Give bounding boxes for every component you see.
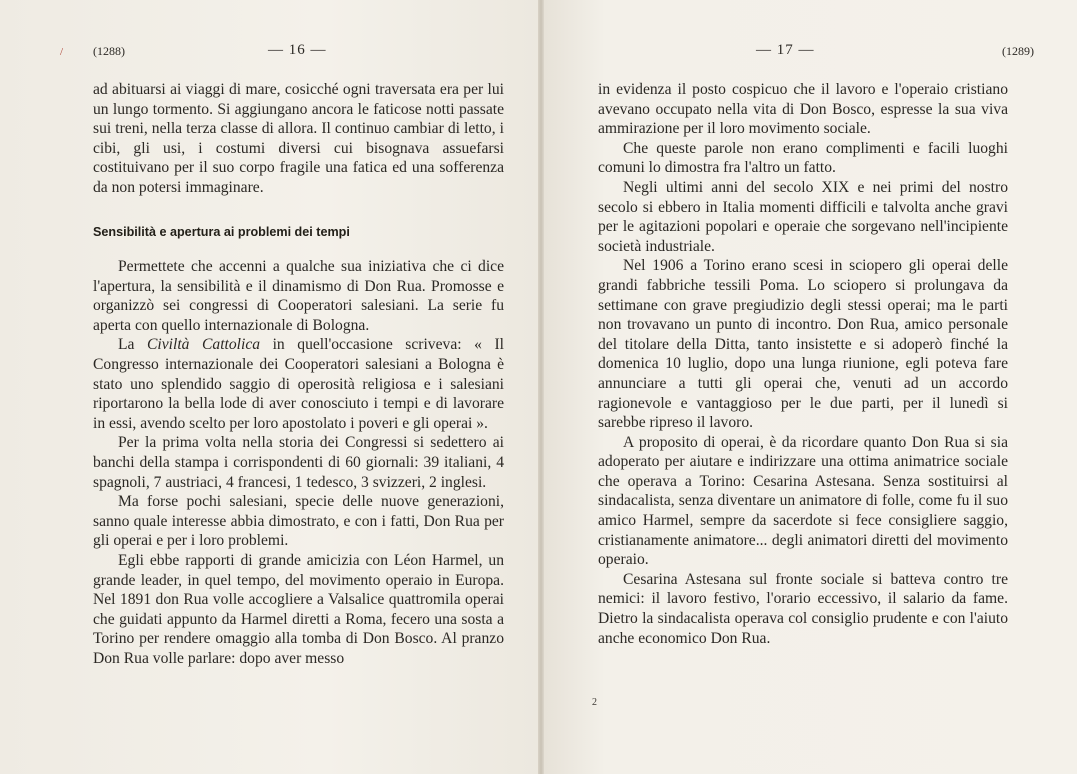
book-gutter bbox=[538, 0, 544, 774]
paragraph-quote: La Civiltà Cattolica in quell'occasione scriveva: « Il Congresso internazionale dei Cooperatori salesiani a Bologna è stato uno splendido saggio di operosità religiosa e i salesiani riportarono la bella lode di aver conosciuto i tempi e di lavorare in essi, avendo scelto per loro apostolato i poveri e gli operai ». bbox=[93, 336, 504, 432]
right-page bbox=[541, 0, 1077, 774]
left-text-block-bottom bbox=[93, 257, 504, 668]
paragraph: Negli ultimi anni del secolo XIX e nei primi del nostro secolo si ebbero in Italia momenti difficili e talvolta anche gravi per le agitazioni popolari e operaie che sorgevano nell'incipiente società industriale. bbox=[598, 178, 1008, 255]
paragraph: Nel 1906 a Torino erano scesi in sciopero gli operai delle grandi fabbriche tessili Poma. Lo sciopero si prolungava da settimane con grave pregiudizio degli stessi operai; ma le parti non trovavano un punto di incontro. Don Rua, amico personale del titolare della Ditta, tanto insistette e si adoperò finché la domenica 10 luglio, dopo una lunga riunione, egli poteva fare annunciare a tutti gli operai che, venuti ad un accordo ragionevole e vantaggioso per le due parti, per il lunedì si sarebbe ripreso il lavoro. bbox=[598, 257, 1008, 432]
paragraph: A proposito di operai, è da ricordare quanto Don Rua si sia adoperato per aiutare e indirizzare una ottima animatrice sociale che operava a Torino: Cesarina Astesana. Senza sostituirsi al sindacalista, senza diventare un animatore di folle, come fu il suo amico Harmel, sempre da sacerdote si fece consigliere saggio, cristianamente animatore... degli animatori diretti del movimento operaio. bbox=[598, 433, 1008, 569]
paragraph: Che queste parole non erano complimenti e facili luoghi comuni lo dimostra fra l'altro un fatto. bbox=[598, 139, 1008, 177]
paragraph: Egli ebbe rapporti di grande amicizia con Léon Harmel, un grande leader, in quel tempo, del movimento operaio in Europa. Nel 1891 don Rua volle accogliere a Valsalice quattromila operai che guidati appunto da Harmel diretti a Roma, fecero una sosta a Torino per rendere omaggio alla tomba di Don Bosco. Al pranzo Don Rua volle parlare: dopo aver messo bbox=[93, 551, 504, 667]
paragraph: Ma forse pochi salesiani, specie delle nuove generazioni, sanno quale interesse abbia dimostrato, e con i fatti, Don Rua per gli operai e per i loro problemi. bbox=[93, 493, 504, 550]
paragraph: ad abituarsi ai viaggi di mare, cosicché ogni traversata era per lui un lungo tormento. Si aggiungano ancora le faticose notti passate sui treni, nella terza classe di allora. Il continuo cambiar di letto, i cibi, gli usi, i costumi diversi cui bisognava assuefarsi costituivano per il suo corpo fragile una fatica ed una sofferenza da non potersi immaginare. bbox=[93, 81, 504, 196]
left-page-number: — 16 — bbox=[268, 42, 327, 58]
left-page-code: (1288) bbox=[93, 44, 125, 58]
paragraph: Permettete che accenni a qualche sua iniziativa che ci dice l'apertura, la sensibilità e il dinamismo di Don Rua. Promosse e organizzò sei congressi di Cooperatori salesiani. La serie fu aperta con quello internazionale di Bologna. bbox=[93, 258, 504, 334]
paragraph: Per la prima volta nella storia dei Congressi si sedettero ai banchi della stampa i corrispondenti di 60 giornali: 39 italiani, 4 spagnoli, 7 austriaci, 4 francesi, 1 tedesco, 3 svizzeri, 2 inglesi. bbox=[93, 434, 504, 491]
journal-title: Civiltà Cattolica bbox=[147, 336, 261, 354]
paragraph: in evidenza il posto cospicuo che il lavoro e l'operaio cristiano avevano occupato nella vita di Don Bosco, espresse la sua viva ammirazione per il loro movimento sociale. bbox=[598, 81, 1008, 138]
margin-mark: / bbox=[60, 46, 64, 58]
right-page-code: (1289) bbox=[1002, 44, 1034, 58]
left-text-block-top bbox=[93, 80, 504, 198]
right-page-number: — 17 — bbox=[756, 42, 815, 58]
paragraph: Cesarina Astesana sul fronte sociale si batteva contro tre nemici: il lavoro festivo, l'orario eccessivo, il salario da fame. Dietro la sindacalista operava col consiglio prudente e con l'aiuto anche economico Don Rua. bbox=[598, 570, 1008, 647]
right-text-block bbox=[598, 80, 1008, 648]
signature-mark: 2 bbox=[592, 697, 597, 708]
section-heading: Sensibilità e apertura ai problemi dei tempi bbox=[93, 225, 350, 239]
